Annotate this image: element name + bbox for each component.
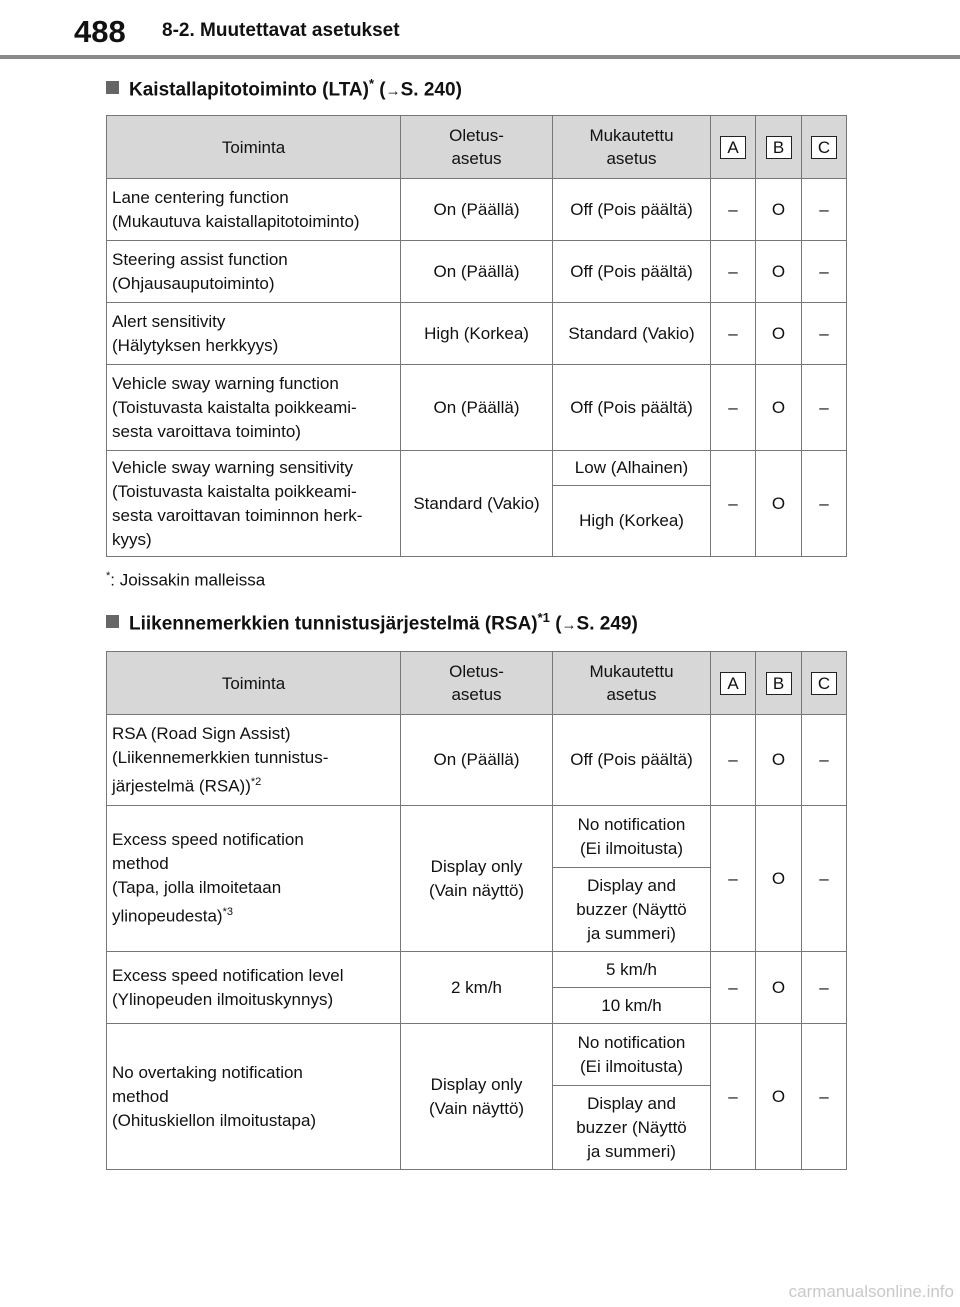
table-row — [107, 451, 847, 486]
row-function: Steering assist function (Ohjausauputoiminto) — [107, 241, 401, 303]
rsa-settings-table — [106, 651, 847, 1170]
row-b: O — [756, 806, 802, 952]
row-c: – — [802, 451, 847, 557]
row-b: O — [756, 365, 802, 451]
col-header-function: Toiminta — [107, 652, 401, 715]
col-header-a — [711, 116, 756, 179]
arrow-icon: → — [561, 616, 577, 634]
col-header-custom: Mukautettu asetus — [553, 652, 711, 715]
letter-box-c: C — [811, 136, 837, 159]
row-footnote-mark: *3 — [222, 906, 233, 919]
table-header-row — [107, 116, 847, 179]
row-b: O — [756, 241, 802, 303]
row-default: Display only (Vain näyttö) — [401, 806, 553, 952]
row-custom: 10 km/h — [553, 988, 711, 1024]
section-title-text: Liikennemerkkien tunnistusjärjestelmä (RSA) — [129, 613, 538, 635]
footnote — [106, 570, 265, 591]
row-default: On (Päällä) — [401, 179, 553, 241]
row-b: O — [756, 715, 802, 806]
row-a: – — [711, 1024, 756, 1170]
row-footnote-mark: *2 — [250, 775, 262, 788]
section-title-text: Kaistallapitotoiminto (LTA) — [129, 79, 369, 101]
letter-box-b: B — [766, 136, 792, 159]
row-default: 2 km/h — [401, 952, 553, 1024]
header-divider — [0, 55, 960, 59]
letter-box-a: A — [720, 136, 746, 159]
row-b: O — [756, 1024, 802, 1170]
row-c: – — [802, 806, 847, 952]
title-footnote-mark: *1 — [537, 610, 550, 625]
table-row — [107, 241, 847, 303]
letter-box-a: A — [720, 672, 746, 695]
letter-box-c: C — [811, 672, 837, 695]
row-a: – — [711, 303, 756, 365]
title-footnote-mark: * — [368, 76, 375, 91]
footnote-text: : Joissakin malleissa — [110, 570, 266, 590]
page-reference: S. 249 — [576, 613, 632, 635]
arrow-icon: → — [385, 82, 401, 100]
lta-settings-table — [106, 115, 847, 557]
table-header-row — [107, 652, 847, 715]
footnote-mark: * — [106, 570, 111, 582]
chapter-title: 8-2. Muutettavat asetukset — [162, 20, 400, 41]
col-header-custom: Mukautettu asetus — [553, 116, 711, 179]
watermark: carmanualsonline.info — [788, 1282, 954, 1301]
row-custom: Display and buzzer (Näyttö ja summeri) — [553, 1086, 711, 1170]
col-header-default: Oletus- asetus — [401, 652, 553, 715]
row-b: O — [756, 303, 802, 365]
row-custom: Standard (Vakio) — [553, 303, 711, 365]
row-custom: Display and buzzer (Näyttö ja summeri) — [553, 868, 711, 952]
row-a: – — [711, 179, 756, 241]
row-function: Excess speed notification level (Ylinopeuden ilmoituskynnys) — [107, 952, 401, 1024]
page-number: 488 — [74, 14, 126, 49]
col-header-function: Toiminta — [107, 116, 401, 179]
row-a: – — [711, 241, 756, 303]
row-custom: No notification (Ei ilmoitusta) — [553, 1024, 711, 1086]
square-bullet-icon — [106, 81, 119, 94]
row-c: – — [802, 303, 847, 365]
row-custom: No notification (Ei ilmoitusta) — [553, 806, 711, 868]
row-c: – — [802, 241, 847, 303]
row-custom: Low (Alhainen) — [553, 451, 711, 486]
row-function: Lane centering function (Mukautuva kaistallapitotoiminto) — [107, 179, 401, 241]
page-reference: S. 240 — [400, 79, 456, 101]
letter-box-b: B — [766, 672, 792, 695]
row-custom: High (Korkea) — [553, 486, 711, 557]
table-row — [107, 806, 847, 868]
row-b: O — [756, 451, 802, 557]
row-a: – — [711, 365, 756, 451]
row-function-text: RSA (Road Sign Assist) (Liikennemerkkien tunnistus- järjestelmä (RSA)) — [112, 723, 329, 796]
square-bullet-icon — [106, 615, 119, 628]
row-a: – — [711, 451, 756, 557]
row-custom: Off (Pois päältä) — [553, 715, 711, 806]
table-row — [107, 303, 847, 365]
row-function-text: Excess speed notification method (Tapa, jolla ilmoitetaan ylinopeudesta) — [112, 830, 304, 926]
row-b: O — [756, 179, 802, 241]
row-default: Display only (Vain näyttö) — [401, 1024, 553, 1170]
col-header-b — [756, 116, 802, 179]
row-c: – — [802, 1024, 847, 1170]
row-default: On (Päällä) — [401, 715, 553, 806]
row-c: – — [802, 952, 847, 1024]
row-default: Standard (Vakio) — [401, 451, 553, 557]
row-function — [107, 806, 401, 952]
col-header-c — [802, 652, 847, 715]
table-row — [107, 1024, 847, 1086]
row-default: On (Päällä) — [401, 241, 553, 303]
row-c: – — [802, 715, 847, 806]
row-a: – — [711, 806, 756, 952]
table-row — [107, 179, 847, 241]
row-function: Alert sensitivity (Hälytyksen herkkyys) — [107, 303, 401, 365]
row-custom: Off (Pois päältä) — [553, 179, 711, 241]
row-function: Vehicle sway warning sensitivity (Toistuvasta kaistalta poikkeami- sesta varoittavan toiminnon herk- kyys) — [107, 451, 401, 557]
table-row — [107, 365, 847, 451]
row-a: – — [711, 952, 756, 1024]
row-custom: Off (Pois päältä) — [553, 241, 711, 303]
col-header-default: Oletus- asetus — [401, 116, 553, 179]
row-a: – — [711, 715, 756, 806]
table-row — [107, 952, 847, 988]
row-function — [107, 715, 401, 806]
row-default: High (Korkea) — [401, 303, 553, 365]
table-row — [107, 715, 847, 806]
col-header-a — [711, 652, 756, 715]
section-title-lta: Kaistallapitotoiminto (LTA)* (→S. 240) — [106, 76, 462, 101]
col-header-b — [756, 652, 802, 715]
col-header-c — [802, 116, 847, 179]
row-function: Vehicle sway warning function (Toistuvasta kaistalta poikkeami- sesta varoittava toiminto) — [107, 365, 401, 451]
row-c: – — [802, 179, 847, 241]
row-function: No overtaking notification method (Ohituskiellon ilmoitustapa) — [107, 1024, 401, 1170]
section-title-rsa: Liikennemerkkien tunnistusjärjestelmä (RSA)$^{*1}$ (→S. 249) — [106, 610, 638, 635]
row-c: – — [802, 365, 847, 451]
row-default: On (Päällä) — [401, 365, 553, 451]
row-custom: 5 km/h — [553, 952, 711, 988]
row-b: O — [756, 952, 802, 1024]
row-custom: Off (Pois päältä) — [553, 365, 711, 451]
